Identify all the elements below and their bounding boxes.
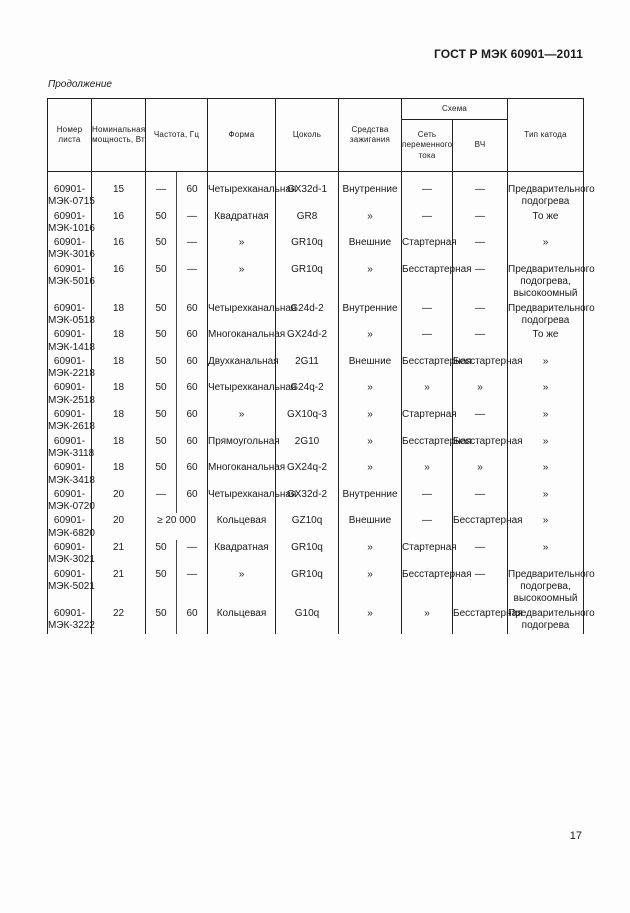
cell-form: Четырехканальная: [208, 301, 276, 328]
cell-sheet: 60901-МЭК-5016: [48, 262, 92, 301]
cell-sheet: 60901-МЭК-0720: [48, 488, 95, 513]
table-row: [48, 354, 584, 381]
header-cathode: Тип катода: [508, 99, 584, 172]
cell-f2: —: [177, 262, 208, 301]
cell-form: Многоканальная: [208, 327, 276, 354]
header-mains: Сеть переменного тока: [402, 120, 453, 172]
cell-f1: —: [146, 487, 177, 514]
table-row: [48, 235, 584, 262]
cell-mains: »: [402, 460, 453, 487]
cell-f2: 60: [177, 460, 208, 487]
cell-mains: »: [402, 606, 453, 635]
cell-ignition: »: [339, 262, 402, 301]
cell-power: 15: [92, 172, 146, 209]
cell-cathode: »: [508, 235, 584, 262]
cell-hf: Бесстартерная: [453, 513, 508, 540]
cell-base: 2G10: [276, 434, 339, 461]
cell-base: GR10q: [276, 262, 339, 301]
cell-base: GX24d-2: [276, 327, 339, 354]
cell-cathode: »: [508, 513, 584, 540]
cell-mains: Бесстартерная: [402, 567, 453, 606]
cell-cathode: »: [508, 460, 584, 487]
cell-f1: 50: [146, 235, 177, 262]
cell-power: 18: [92, 460, 146, 487]
cell-ignition: Внутренние: [339, 301, 402, 328]
header-sheet: Номер листа: [48, 99, 92, 172]
cell-cathode: Предварительного подогрева: [508, 302, 595, 326]
cell-form: Прямоугольная: [208, 434, 276, 461]
cell-power: 16: [92, 235, 146, 262]
table-row: [48, 434, 584, 461]
cell-f1: 50: [146, 606, 177, 635]
cell-mains: Бесстартерная: [402, 354, 453, 381]
cell-hf: —: [453, 172, 508, 209]
cell-f2: 60: [177, 606, 208, 635]
cell-base: GX32d-1: [276, 172, 339, 209]
cell-power: 18: [92, 407, 146, 434]
cell-mains: »: [402, 380, 453, 407]
cell-hf: —: [453, 567, 508, 606]
cell-form: »: [208, 567, 276, 606]
cell-mains: Бесстартерная: [402, 434, 453, 461]
cell-cathode: »: [508, 380, 584, 407]
cell-hf: —: [453, 487, 508, 514]
header-base: Цоколь: [276, 99, 339, 172]
table-row: [48, 487, 584, 514]
cell-form: »: [208, 262, 276, 301]
cell-form: Четырехканальная: [208, 172, 276, 209]
cell-ignition: »: [339, 380, 402, 407]
cell-hf: —: [453, 262, 508, 301]
cell-cathode: Предварительного подогрева, высокоомный: [508, 568, 595, 605]
cell-form: Четырехканальная: [208, 487, 276, 514]
cell-sheet: 60901-МЭК-0518: [48, 302, 95, 326]
cell-mains: Бесстартерная: [402, 262, 453, 301]
cell-f2: 60: [177, 407, 208, 434]
cell-ignition: Внутренние: [339, 172, 402, 209]
cell-f2: 60: [177, 172, 208, 209]
header-ignition: Средства зажигания: [339, 99, 402, 172]
cell-sheet: 60901-МЭК-2518: [48, 382, 95, 406]
cell-f1: 50: [146, 209, 177, 236]
cell-hf: —: [453, 235, 508, 262]
cell-base: GX24q-2: [276, 460, 339, 487]
cell-form: Квадратная: [208, 540, 276, 567]
table-row: [48, 513, 584, 540]
cell-sheet: 60901-МЭК-3016: [48, 237, 95, 261]
cell-cathode: Предварительного подогрева: [508, 172, 584, 209]
cell-f1: 50: [146, 262, 177, 301]
cell-f2: 60: [177, 327, 208, 354]
cell-sheet: 60901-МЭК-3118: [48, 435, 95, 459]
cell-cathode: »: [508, 487, 584, 514]
cell-hf: —: [453, 407, 508, 434]
cell-cathode: »: [508, 434, 584, 461]
cell-sheet: 60901-МЭК-1418: [48, 329, 95, 353]
cell-power: 18: [92, 354, 146, 381]
cell-hf: —: [453, 301, 508, 328]
cell-mains: —: [402, 513, 453, 540]
cell-base: G10q: [276, 606, 339, 635]
cell-sheet: 60901-МЭК-5021: [48, 567, 92, 606]
cell-power: 20: [92, 513, 146, 540]
cell-power: 22: [92, 606, 146, 635]
cell-base: GZ10q: [276, 513, 339, 540]
table-row: [48, 301, 584, 328]
cell-f1: 50: [146, 567, 177, 606]
cell-f1: —: [146, 172, 177, 209]
cell-hf: —: [453, 327, 508, 354]
cell-form: Четырехканальная: [208, 380, 276, 407]
table-row: [48, 460, 584, 487]
cell-ignition: Внешние: [339, 354, 402, 381]
cell-sheet: 60901-МЭК-2218: [48, 355, 95, 380]
cell-base: GX32d-2: [276, 487, 339, 514]
cell-power: 18: [92, 434, 146, 461]
table-row: [48, 606, 584, 635]
header-hf: ВЧ: [453, 120, 508, 172]
cell-f2: 60: [177, 487, 208, 514]
cell-cathode: То же: [508, 327, 584, 354]
cell-mains: —: [402, 301, 453, 328]
cell-power: 18: [92, 301, 146, 328]
cell-ignition: »: [339, 327, 402, 354]
cell-f1: 50: [146, 380, 177, 407]
cell-form: Квадратная: [208, 209, 276, 236]
cell-hf: Бесстартерная: [453, 434, 508, 461]
cell-base: G24d-2: [276, 301, 339, 328]
cell-hf: Бесстартерная: [453, 354, 508, 381]
cell-base: GR10q: [276, 235, 339, 262]
cell-cathode: То же: [508, 209, 584, 236]
cell-mains: —: [402, 327, 453, 354]
cell-sheet: 60901-МЭК-2618: [48, 409, 95, 433]
header-form: Форма: [208, 99, 276, 172]
cell-f1: 50: [146, 301, 177, 328]
cell-ignition: »: [339, 606, 402, 635]
cell-sheet: 60901-МЭК-1016: [48, 210, 95, 234]
cell-power: 21: [92, 567, 146, 606]
table-row: [48, 407, 584, 434]
table-row: [48, 327, 584, 354]
cell-mains: —: [402, 487, 453, 514]
document-code: ГОСТ Р МЭК 60901—2011: [433, 47, 583, 61]
cell-form: Кольцевая: [208, 513, 276, 540]
cell-cathode: »: [508, 540, 584, 567]
cell-f1: 50: [146, 327, 177, 354]
cell-f1: 50: [146, 354, 177, 381]
cell-power: 16: [92, 209, 146, 236]
cell-cathode: »: [508, 407, 584, 434]
header-power: Номинальная мощность, Вт: [92, 99, 146, 172]
cell-cathode: »: [508, 354, 584, 381]
cell-ignition: »: [339, 407, 402, 434]
cell-f2: 60: [177, 380, 208, 407]
cell-sheet: 60901-МЭК-3222: [48, 606, 92, 635]
cell-base: GR10q: [276, 540, 339, 567]
cell-f2: —: [177, 540, 208, 567]
cell-power: 16: [92, 262, 146, 301]
cell-f1: 50: [146, 460, 177, 487]
cell-base: G24q-2: [276, 380, 339, 407]
cell-base: GR10q: [276, 567, 339, 606]
cell-f2: —: [177, 567, 208, 606]
cell-hf: —: [453, 540, 508, 567]
table-row: [48, 262, 584, 301]
cell-hf: Бесстартерная: [453, 606, 508, 635]
cell-mains: Стартерная: [402, 540, 453, 567]
cell-f1: 50: [146, 407, 177, 434]
cell-power: 20: [92, 487, 146, 514]
cell-form: Многоканальная: [208, 460, 276, 487]
cell-mains: Стартерная: [402, 235, 453, 262]
header-scheme: Схема: [402, 99, 508, 120]
cell-f2: —: [177, 235, 208, 262]
cell-f2: —: [177, 209, 208, 236]
lamp-table: [47, 98, 595, 634]
cell-base: GX10q-3: [276, 407, 339, 434]
cell-base: GR8: [276, 209, 339, 236]
cell-mains: —: [402, 172, 453, 209]
cell-form: Двухканальная: [208, 354, 276, 381]
cell-form: »: [208, 235, 276, 262]
cell-power: 18: [92, 380, 146, 407]
cell-hf: —: [453, 209, 508, 236]
cell-hf: »: [453, 460, 508, 487]
table-row: [48, 380, 584, 407]
cell-sheet: 60901-МЭК-6820: [48, 515, 95, 539]
cell-ignition: Внешние: [339, 235, 402, 262]
cell-form: Кольцевая: [208, 606, 276, 635]
header-frequency: Частота, Гц: [146, 99, 208, 172]
cell-f1: 50: [146, 434, 177, 461]
table-row: [48, 540, 584, 567]
cell-mains: —: [402, 209, 453, 236]
cell-f2: 60: [177, 434, 208, 461]
cell-hf: »: [453, 380, 508, 407]
cell-ignition: »: [339, 567, 402, 606]
page-number: 17: [569, 830, 582, 842]
cell-sheet: 60901-МЭК-0715: [48, 172, 92, 209]
cell-f2: 60: [177, 354, 208, 381]
cell-ignition: Внешние: [339, 513, 402, 540]
cell-sheet: 60901-МЭК-3418: [48, 462, 95, 486]
cell-mains: Стартерная: [402, 407, 453, 434]
cell-ignition: »: [339, 209, 402, 236]
cell-f1: 50: [146, 540, 177, 567]
cell-base: 2G11: [276, 354, 339, 381]
cell-ignition: »: [339, 540, 402, 567]
cell-form: »: [208, 407, 276, 434]
cell-cathode: Предварительного подогрева: [508, 606, 584, 635]
cell-power: 21: [92, 540, 146, 567]
continuation-label: Продолжение: [48, 79, 112, 90]
cell-cathode: Предварительного подогрева, высокоомный: [508, 263, 595, 300]
table-row: [48, 209, 584, 236]
cell-ignition: Внутренние: [339, 487, 402, 514]
table-row: [48, 567, 584, 606]
cell-ignition: »: [339, 460, 402, 487]
table-row: [48, 172, 584, 209]
cell-power: 18: [92, 327, 146, 354]
cell-ignition: »: [339, 434, 402, 461]
cell-frequency: ≥ 20 000: [146, 513, 208, 540]
cell-sheet: 60901-МЭК-3021: [48, 542, 95, 566]
cell-f2: 60: [177, 301, 208, 328]
table-body: [48, 172, 595, 635]
